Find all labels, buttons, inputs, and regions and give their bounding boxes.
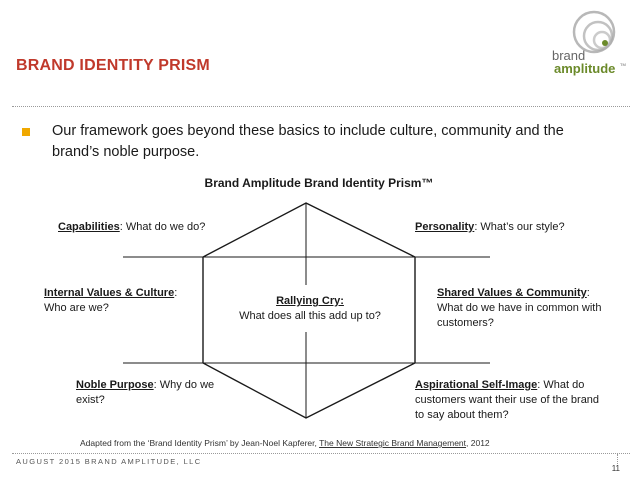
facet-rallying-cry: Rallying Cry: What does all this add up to? — [239, 295, 381, 322]
intro-text: Our framework goes beyond these basics to include culture, community and the brand’s noble purpose. — [52, 123, 564, 160]
facet-internal-values: Internal Values & Culture: Who are we? — [44, 287, 178, 314]
facet-personality: Personality: What’s our style? — [415, 221, 565, 233]
facet-shared-values: Shared Values & Community: What do we have in common with customers? — [437, 287, 602, 329]
page-number: 11 — [611, 464, 620, 473]
footer-tick — [617, 454, 618, 464]
logo-line1: brand — [552, 48, 586, 63]
facet-noble-purpose: Noble Purpose: Why do we exist? — [76, 379, 215, 406]
citation-book-link[interactable]: The New Strategic Brand Management — [319, 438, 467, 448]
page-title: BRAND IDENTITY PRISM — [16, 57, 210, 74]
prism-title: Brand Amplitude Brand Identity Prism™ — [204, 176, 434, 190]
logo-line2: amplitude — [554, 61, 616, 76]
footer-text: AUGUST 2015 BRAND AMPLITUDE, LLC — [16, 457, 202, 466]
source-citation: Adapted from the ‘Brand Identity Prism’ by Jean-Noel Kapferer, The New Strategic Brand Management, 2012 — [80, 438, 490, 448]
facet-aspirational: Aspirational Self-Image: What do customers want their use of the brand to say about them? — [415, 379, 600, 421]
logo-tm: TM — [620, 62, 626, 67]
footer-divider — [12, 453, 630, 454]
facet-capabilities: Capabilities: What do we do? — [58, 221, 206, 233]
